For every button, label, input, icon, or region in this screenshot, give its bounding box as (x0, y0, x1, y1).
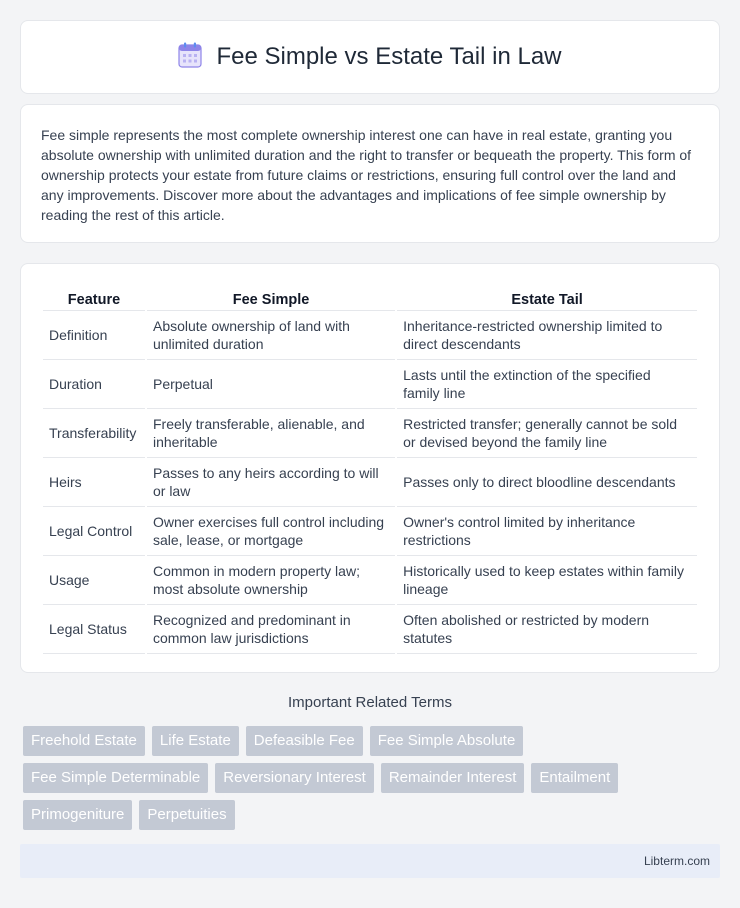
page-title: Fee Simple vs Estate Tail in Law (216, 43, 562, 70)
feature-cell: Legal Status (43, 604, 146, 653)
intro-card (20, 104, 720, 243)
table-row (43, 457, 697, 506)
related-terms-list (23, 726, 703, 830)
fee-simple-cell: Recognized and predominant in common law jurisdictions (146, 604, 396, 653)
estate-tail-cell: Often abolished or restricted by modern statutes (396, 604, 697, 653)
related-term-tag[interactable]: Entailment (531, 763, 618, 793)
header-card (20, 20, 720, 94)
estate-tail-cell: Historically used to keep estates within family lineage (396, 555, 697, 604)
fee-simple-cell: Passes to any heirs according to will or law (146, 457, 396, 506)
calendar-icon (178, 42, 202, 73)
table-row (43, 506, 697, 555)
table-row (43, 555, 697, 604)
related-terms-title: Important Related Terms (288, 694, 452, 711)
related-term-tag[interactable]: Freehold Estate (23, 726, 145, 756)
related-term-tag[interactable]: Reversionary Interest (215, 763, 374, 793)
estate-tail-cell: Owner's control limited by inheritance restrictions (396, 506, 697, 555)
header-estate-tail: Estate Tail (396, 284, 697, 310)
related-term-tag[interactable]: Remainder Interest (381, 763, 525, 793)
comparison-table (43, 284, 697, 654)
footer-brand-link[interactable]: Libterm.com (643, 854, 710, 868)
related-term-tag[interactable]: Life Estate (152, 726, 239, 756)
fee-simple-cell: Perpetual (146, 359, 396, 408)
feature-cell: Duration (43, 359, 146, 408)
related-term-tag[interactable]: Perpetuities (139, 800, 234, 830)
table-row (43, 604, 697, 653)
feature-cell: Transferability (43, 408, 146, 457)
intro-text: Fee simple represents the most complete ownership interest one can have in real estate, granting you absolute ownership with unlimited duration and the right to transfer or bequeath the property. This form of ownership protects your estate from future claims or restrictions, ensuring full control over the land and any improvements. Discover more about the advantages and implications of fee simple ownership by reading the rest of this article. (41, 127, 692, 223)
table-row (43, 310, 697, 359)
feature-cell: Legal Control (43, 506, 146, 555)
footer (20, 844, 720, 878)
table-row (43, 359, 697, 408)
estate-tail-cell: Passes only to direct bloodline descendants (396, 457, 697, 506)
estate-tail-cell: Lasts until the extinction of the specified family line (396, 359, 697, 408)
related-term-tag[interactable]: Fee Simple Determinable (23, 763, 208, 793)
header-feature: Feature (43, 284, 146, 310)
fee-simple-cell: Freely transferable, alienable, and inheritable (146, 408, 396, 457)
feature-cell: Definition (43, 310, 146, 359)
estate-tail-cell: Restricted transfer; generally cannot be sold or devised beyond the family line (396, 408, 697, 457)
related-term-tag[interactable]: Defeasible Fee (246, 726, 363, 756)
related-term-tag[interactable]: Primogeniture (23, 800, 132, 830)
comparison-table-card (20, 263, 720, 673)
header-fee-simple: Fee Simple (146, 284, 396, 310)
related-term-tag[interactable]: Fee Simple Absolute (370, 726, 524, 756)
fee-simple-cell: Common in modern property law; most absolute ownership (146, 555, 396, 604)
feature-cell: Usage (43, 555, 146, 604)
fee-simple-cell: Absolute ownership of land with unlimited duration (146, 310, 396, 359)
fee-simple-cell: Owner exercises full control including sale, lease, or mortgage (146, 506, 396, 555)
table-header-row (43, 284, 697, 310)
feature-cell: Heirs (43, 457, 146, 506)
table-row (43, 408, 697, 457)
estate-tail-cell: Inheritance-restricted ownership limited to direct descendants (396, 310, 697, 359)
